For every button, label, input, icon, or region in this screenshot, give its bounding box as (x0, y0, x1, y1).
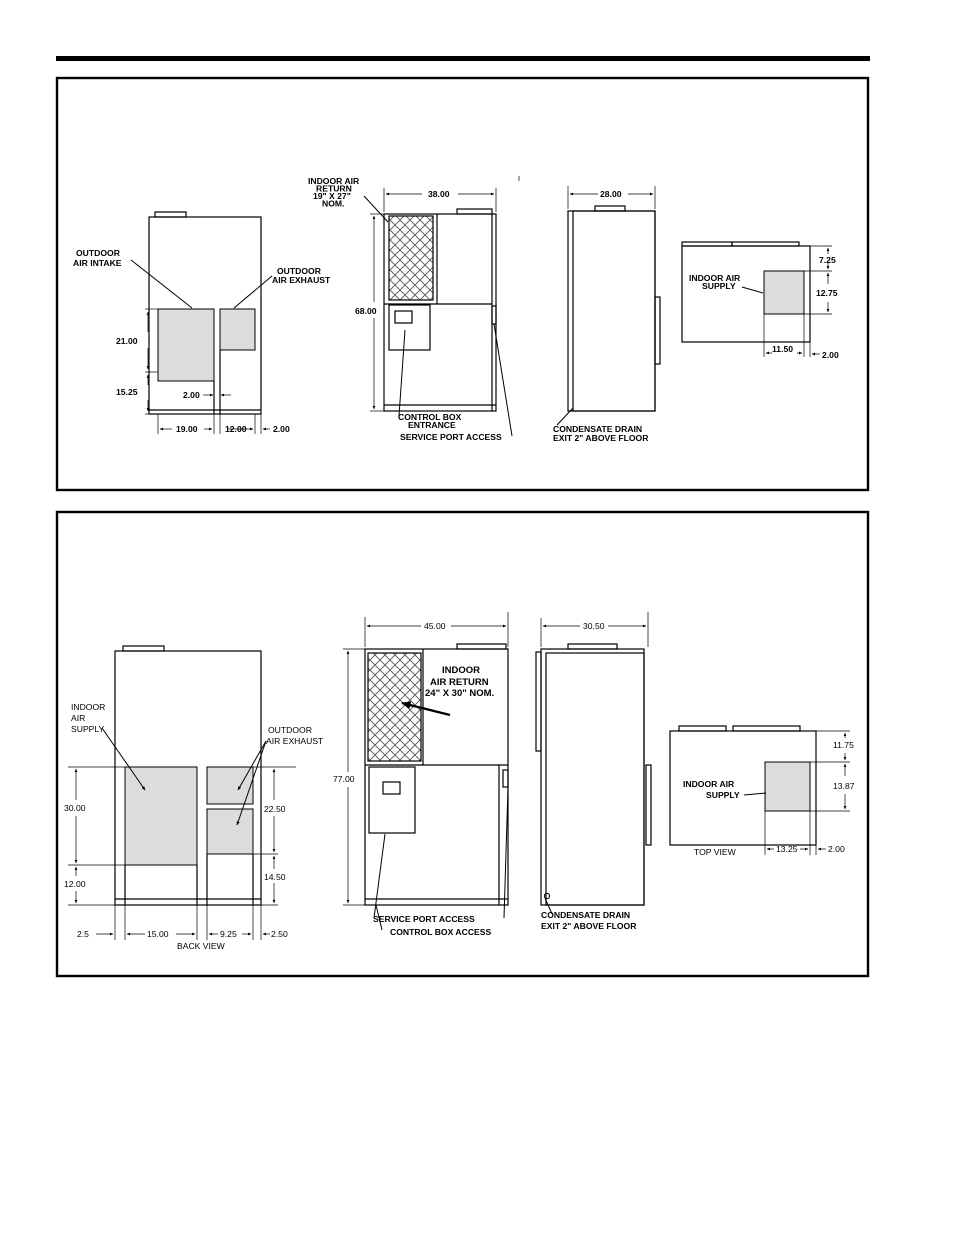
lower-dim-13-87: 13.87 (833, 781, 855, 791)
upper-service-port-label: SERVICE PORT ACCESS (400, 432, 502, 442)
upper-front-width: 38.00 (428, 189, 450, 199)
lower-dim-11-75: 11.75 (833, 740, 854, 750)
lower-indoor-air-supply-opening (765, 762, 810, 811)
upper-dim-11-50: 11.50 (772, 344, 794, 354)
lower-dim-2: 2.00 (828, 844, 845, 854)
lower-back-view-caption: BACK VIEW (177, 941, 225, 951)
upper-rear-view (131, 212, 272, 434)
upper-outdoor-air-exhaust-label: OUTDOOR AIR EXHAUST (272, 266, 331, 285)
upper-dim-2-mid: 2.00 (183, 390, 200, 400)
upper-front-height: 68.00 (355, 306, 377, 316)
upper-dim-7-25: 7.25 (819, 255, 836, 265)
lower-side-depth: 30.50 (583, 621, 605, 631)
lower-front-view (343, 612, 508, 930)
upper-control-box-label: CONTROL BOX ENTRANCE (398, 412, 462, 430)
lower-indoor-air-return-label: INDOOR AIR RETURN 24" X 30" NOM. (425, 665, 495, 699)
lower-indoor-air-return-filter (368, 653, 421, 761)
lower-dim-22-50: 22.50 (264, 804, 286, 814)
upper-condensate-drain-label: CONDENSATE DRAIN EXIT 2" ABOVE FLOOR (553, 424, 649, 443)
upper-dim-21: 21.00 (116, 336, 138, 346)
lower-diagram-frame (57, 512, 868, 976)
upper-indoor-air-supply-opening (764, 271, 804, 314)
lower-control-box (369, 767, 415, 833)
lower-top-view (646, 726, 850, 855)
lower-indoor-air-supply-label: INDOOR AIR SUPPLY (683, 779, 740, 800)
lower-service-port-label: SERVICE PORT ACCESS (373, 914, 475, 924)
upper-indoor-air-return-filter (389, 216, 433, 300)
header-rule (56, 56, 870, 61)
upper-indoor-air-supply-label: INDOOR AIR SUPPLY (689, 273, 741, 291)
lower-outdoor-air-exhaust-lower (207, 809, 253, 854)
lower-control-box-label: CONTROL BOX ACCESS (390, 927, 492, 937)
lower-side-view (536, 612, 648, 914)
upper-dim-19: 19.00 (176, 424, 198, 434)
lower-dim-13-25: 13.25 (776, 844, 798, 854)
lower-dim-15: 15.00 (147, 929, 169, 939)
lower-front-width: 45.00 (424, 621, 446, 631)
lower-indoor-air-supply-opening (125, 767, 197, 865)
upper-side-depth: 28.00 (600, 189, 622, 199)
upper-dim-12-75: 12.75 (816, 288, 838, 298)
upper-dim-15-25: 15.25 (116, 387, 138, 397)
outdoor-air-intake-opening (158, 309, 214, 381)
lower-dim-30: 30.00 (64, 803, 86, 813)
upper-dim-12: 12.00 (225, 424, 247, 434)
lower-outdoor-air-exhaust-label: OUTDOOR AIR EXHAUST (266, 725, 324, 746)
lower-indoor-air-supply-label: INDOOR AIR SUPPLY (71, 702, 106, 734)
lower-dim-9-25: 9.25 (220, 929, 237, 939)
upper-outdoor-air-intake-label: OUTDOOR AIR INTAKE (73, 248, 122, 268)
upper-front-view (364, 176, 519, 436)
upper-side-view (557, 186, 660, 425)
upper-dim-2: 2.00 (822, 350, 839, 360)
lower-dim-2-50: 2.50 (271, 929, 288, 939)
lower-front-height: 77.00 (333, 774, 355, 784)
lower-dim-2-5: 2.5 (77, 929, 89, 939)
upper-indoor-air-return-label: INDOOR AIR RETURN 19" X 27" NOM. (308, 176, 360, 209)
lower-rear-view (68, 646, 296, 940)
lower-dim-12: 12.00 (64, 879, 86, 889)
outdoor-air-exhaust-opening (220, 309, 255, 350)
lower-dim-14-50: 14.50 (264, 872, 286, 882)
upper-dim-2-right: 2.00 (273, 424, 290, 434)
upper-top-view (682, 242, 832, 357)
lower-condensate-drain-label: CONDENSATE DRAIN EXIT 2" ABOVE FLOOR (541, 910, 637, 931)
lower-top-view-caption: TOP VIEW (694, 847, 736, 857)
